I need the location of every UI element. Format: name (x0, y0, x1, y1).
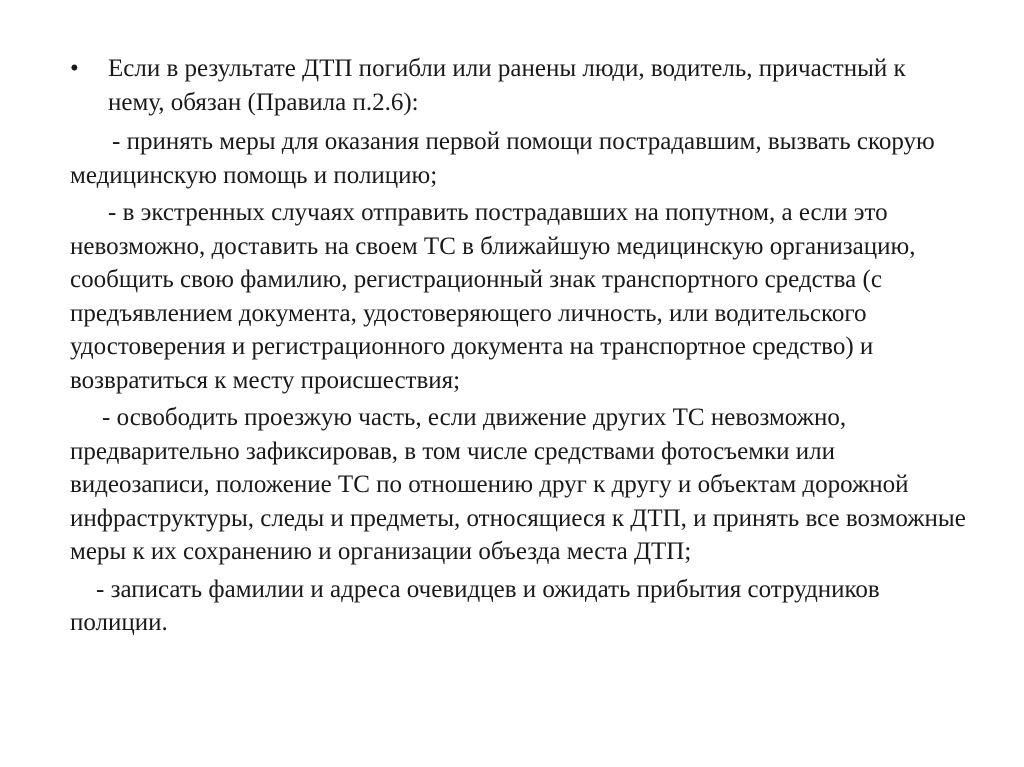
list-item: - записать фамилии и адреса очевидцев и ожидать прибытия сотрудников полиции. (70, 575, 880, 636)
bullet-icon: • (70, 55, 79, 82)
list-item: - в экстренных случаях отправить пострадавших на попутном, а если это невозможно, доставить на своем ТС в ближайшую медицинскую организацию, сообщить свою фамилию, регистрационный знак транспортного средства (с предъявлением документа, удостоверяющего личность, или водительского удостоверения и регистрационного документа на транспортное средство) и возвратиться к месту происшествия; (70, 199, 916, 394)
intro-text: Если в результате ДТП погибли или ранены люди, водитель, причастный к нему, обязан (Правила п.2.6): (108, 55, 906, 116)
list-item: - освободить проезжую часть, если движение других ТС невозможно, предварительно зафиксировав, в том числе средствами фотосъемки или видеозаписи, положение ТС по отношению друг к другу и объектам дорожной инфраструктуры, следы и предметы, относящиеся к ДТП, и принять все возможные меры к их сохранению и организации объезда места ДТП; (70, 404, 966, 565)
intro-bullet (70, 52, 960, 119)
list-item: - принять меры для оказания первой помощи пострадавшим, вызвать скорую медицинскую помощь и полицию; (70, 128, 935, 189)
obligations-list (70, 125, 970, 644)
